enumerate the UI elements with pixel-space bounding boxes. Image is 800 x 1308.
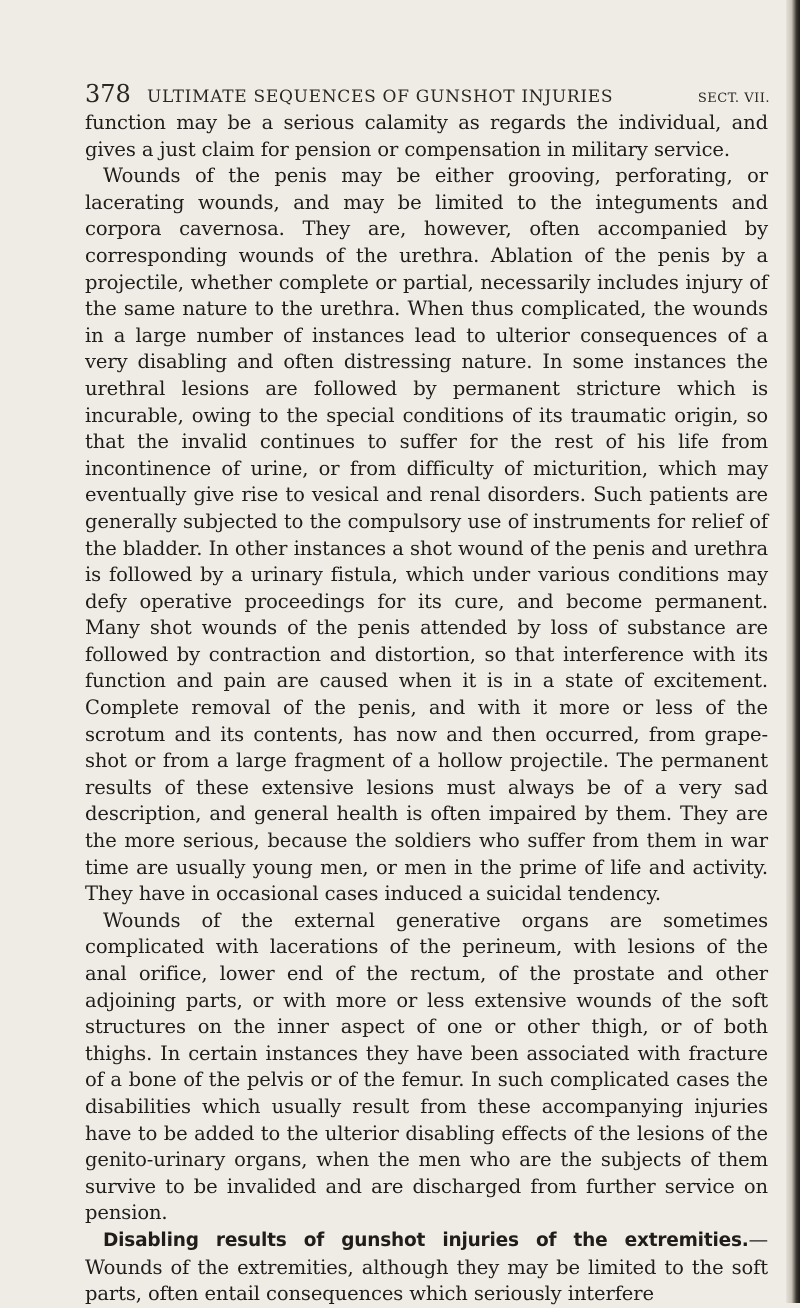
page-edge-shadow (786, 0, 800, 1303)
running-title: ULTIMATE SEQUENCES OF GUNSHOT INJURIES (147, 87, 614, 107)
paragraph-4 (85, 1227, 768, 1308)
paragraph-1: function may be a serious calamity as regards the individual, and gives a just claim for pension or compensation in military service. (85, 111, 768, 161)
paragraph-2: Wounds of the penis may be either grooving, perforating, or lacerating wounds, and may be limited to the integuments and corpora cavernosa. They are, however, often accompanied by corresponding wounds of the urethra. Ablation of the penis by a projectile, whether complete or partial, necessarily includes injury of the same nature to the urethra. When thus complicated, the wounds in a large number of instances lead to ulterior consequences of a very disabling and often distressing nature. In some instances the urethral lesions are followed by permanent stricture which is incurable, owing to the special conditions of its traumatic origin, so that the invalid continues to suffer for the rest of his life from incontinence of urine, or from difficulty of micturition, which may eventually give rise to vesical and renal disorders. Such patients are generally subjected to the compulsory use of instruments for relief of the bladder. In other instances a shot wound of the penis and urethra is followed by a urinary fistula, which under various conditions may defy operative proceedings for its cure, and become permanent. Many shot wounds of the penis attended by loss of substance are followed by contraction and distortion, so that interference with its function and pain are caused when it is in a state of excitement. Complete removal of the penis, and with it more or less of the scrotum and its contents, has now and then occurred, from grape-shot or from a large fragment of a hollow projectile. The permanent results of these extensive lesions must always be of a very sad description, and general health is often impaired by them. They are the more serious, because the soldiers who suffer from them in war time are usually young men, or men in the prime of life and activity. They have in occasional cases induced a suicidal tendency. (85, 164, 768, 906)
paragraph-4-text: — Wounds of the extremities, although they may be limited to the soft parts, often entail consequences which seriously interfere (85, 1227, 768, 1306)
body-text (85, 110, 768, 1308)
section-reference: SECT. VII. (697, 91, 770, 106)
page-number: 378 (85, 80, 131, 108)
running-header (85, 80, 770, 108)
paragraph-3: Wounds of the external generative organs are sometimes complicated with lacerations of the perineum, with lesions of the anal orifice, lower end of the rectum, of the prostate and other adjoining parts, or with more or less extensive wounds of the soft structures on the inner aspect of one or other thigh, or of both thighs. In certain instances they have been associated with fracture of a bone of the pelvis or of the femur. In such complicated cases the disabilities which usually result from these accompanying injuries have to be added to the ulterior disabling effects of the lesions of the genito-urinary organs, when the men who are the subjects of them survive to be invalided and are discharged from further service on pension. (85, 908, 768, 1225)
section-heading: Disabling results of gunshot injuries of the extremities. (103, 1229, 749, 1251)
